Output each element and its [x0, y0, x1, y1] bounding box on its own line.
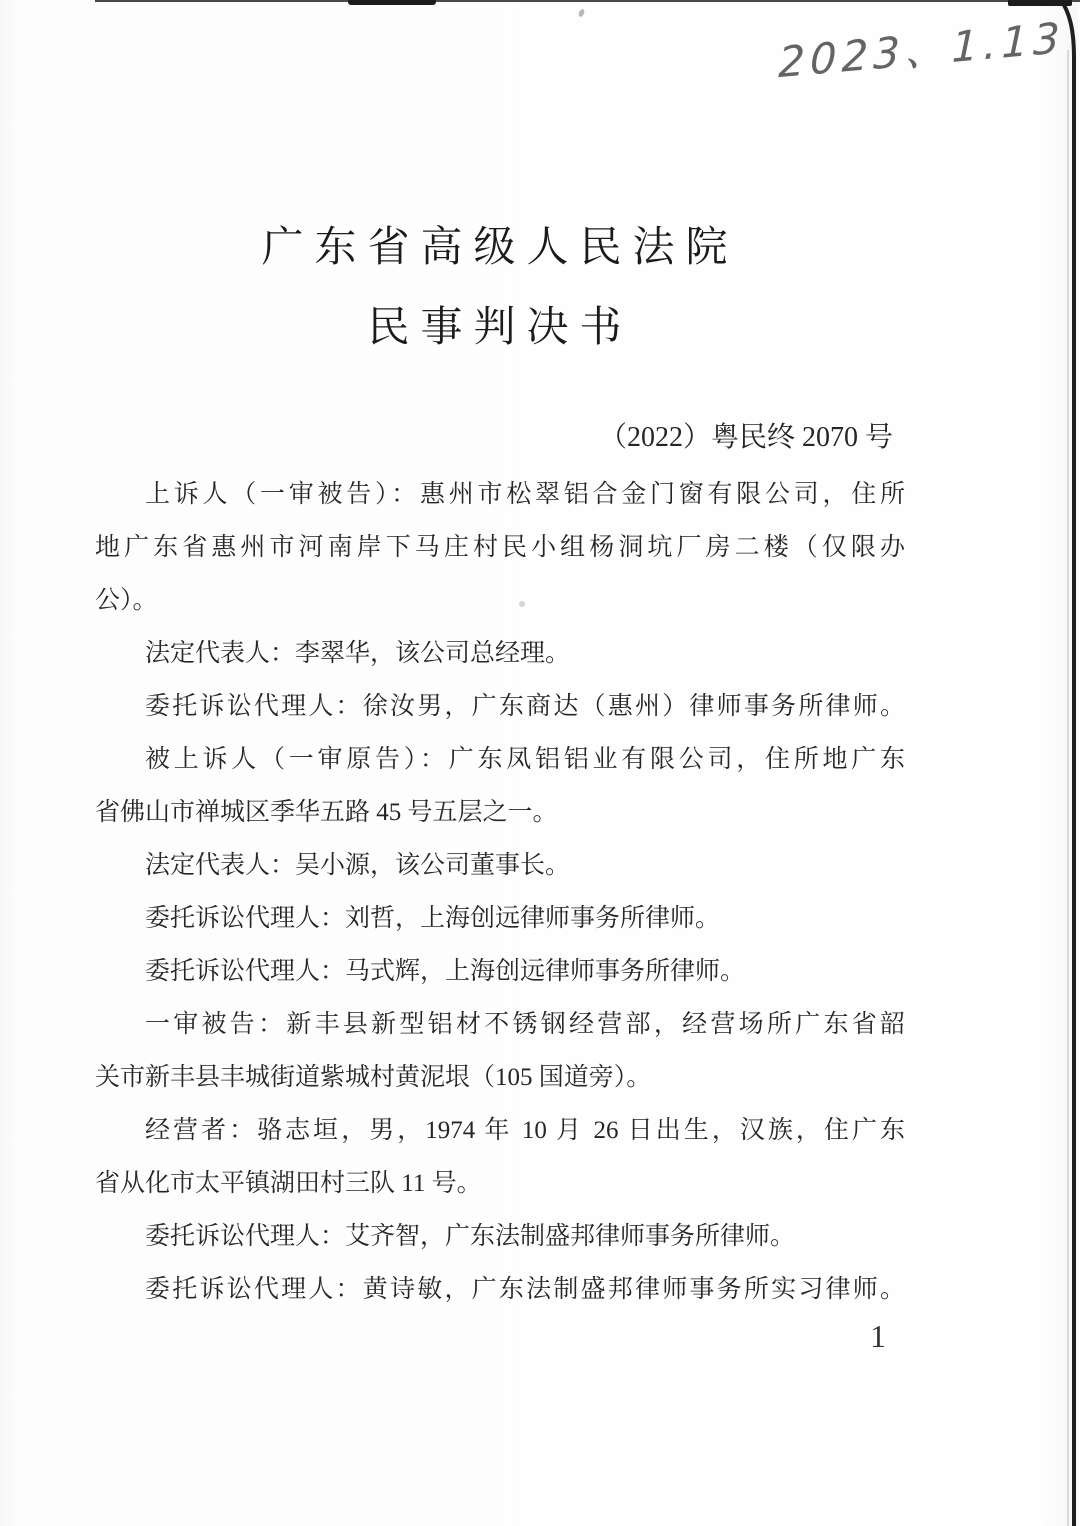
handwritten-date-note: 2023、1.13	[777, 12, 1066, 88]
body-text-line: 省佛山市禅城区季华五路 45 号五层之一。	[95, 799, 558, 826]
body-text-line: 委托诉讼代理人：刘哲，上海创远律师事务所律师。	[145, 905, 721, 932]
body-text-line: 委托诉讼代理人：艾齐智，广东法制盛邦律师事务所律师。	[145, 1223, 796, 1250]
body-text-line: 委托诉讼代理人：黄诗敏，广东法制盛邦律师事务所实习律师。	[145, 1276, 905, 1303]
body-text-line: 委托诉讼代理人：徐汝男，广东商达（惠州）律师事务所律师。	[145, 693, 905, 720]
body-text-line: 省从化市太平镇湖田村三队 11 号。	[95, 1170, 482, 1197]
doc-type-title: 民事判决书	[367, 305, 633, 351]
court-name-title: 广东省高级人民法院	[261, 225, 739, 271]
body-text-line: 法定代表人：吴小源，该公司董事长。	[145, 852, 571, 879]
case-number: （2022）粤民终 2070 号	[598, 422, 893, 453]
body-text-line: 公）。	[95, 587, 158, 614]
body-text-line: 一审被告：新丰县新型铝材不锈钢经营部，经营场所广东省韶	[145, 1011, 905, 1038]
page-number: 1	[870, 1318, 886, 1354]
body-text	[95, 468, 905, 1316]
body-text-line: 关市新丰县丰城街道紫城村黄泥垠（105 国道旁）。	[95, 1064, 652, 1091]
body-text-line: 委托诉讼代理人：马式辉，上海创远律师事务所律师。	[145, 958, 746, 985]
body-text-line: 上诉人（一审被告）：惠州市松翠铝合金门窗有限公司，住所	[145, 481, 905, 508]
body-text-line: 被上诉人（一审原告）：广东凤铝铝业有限公司，住所地广东	[145, 746, 905, 773]
body-text-line: 地广东省惠州市河南岸下马庄村民小组杨洞坑厂房二楼（仅限办	[95, 534, 905, 561]
body-text-line: 经营者：骆志垣，男，1974 年 10 月 26 日出生，汉族，住广东	[145, 1117, 905, 1144]
body-text-line: 法定代表人：李翠华，该公司总经理。	[145, 640, 571, 667]
